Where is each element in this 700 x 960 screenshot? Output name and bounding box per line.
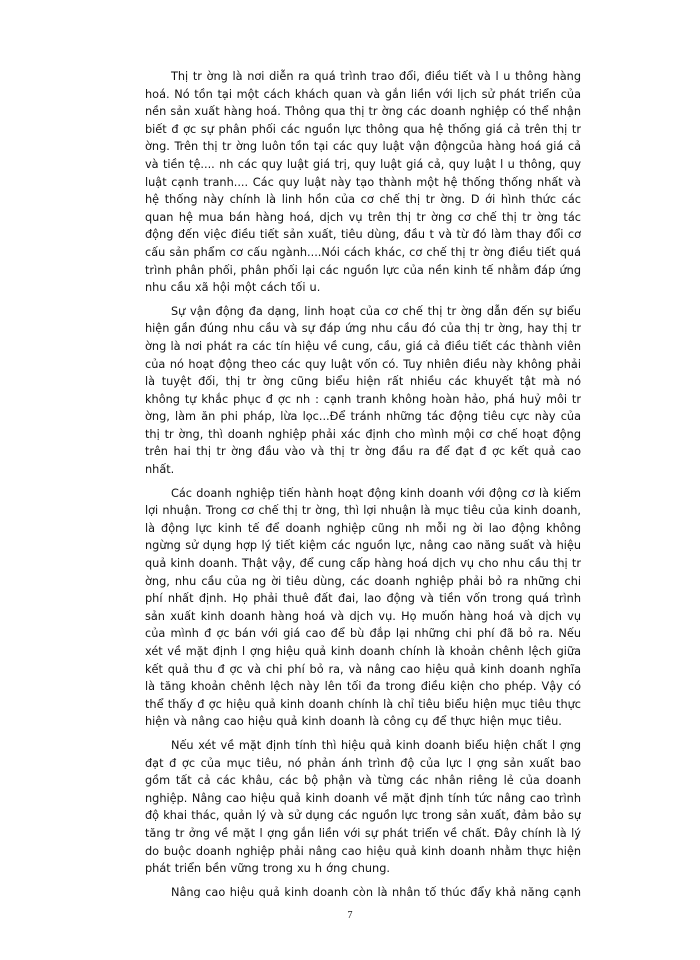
paragraph-1: Thị tr ờng là nơi diễn ra quá trình trao đổi, điều tiết và l u thông hàng hoá. Nó tồn tại một cách khách quan và gắn liền với lịch sử phát triển của nền sản xuất hàng hoá. Thông qua thị tr ờng các doanh nghiệp có thể nhận biết đ ợc sự phân phối các nguồn lực thông qua hệ thống giá cả trên thị tr ờng. Trên thị tr ờng luôn tồn tại các quy luật vận độngcủa hàng hoá giá cả và tiền tệ.... nh các quy luật giá trị, quy luật giá cả, quy luật l u thông, quy luật cạnh tranh.... Các quy luật này tạo thành một hệ thống thống nhất và hệ thống này chính là linh hồn của cơ chế thị tr ờng. D ới hình thức các quan hệ mua bán hàng hoá, dịch vụ trên thị tr ờng cơ chế thị tr ờng tác động đến việc điều tiết sản xuất, tiêu dùng, đầu t và từ đó làm thay đổi cơ cấu sản phẩm cơ cấu ngành....Nói cách khác, cơ chế thị tr ờng điều tiết quá trình phân phối, phân phối lại các nguồn lực của nền kinh tế nhằm đáp ứng nhu cầu xã hội một cách tối u.: [145, 70, 581, 295]
paragraph-3: Các doanh nghiệp tiến hành hoạt động kinh doanh với động cơ là kiếm lợi nhuận. Trong cơ chế thị tr ờng, thì lợi nhuận là mục tiêu của kinh doanh, là động lực kinh tế để doanh nghiệp cũng nh mỗi ng ời lao động không ngừng sử dụng hợp lý tiết kiệm các nguồn lực, nâng cao năng suất và hiệu quả kinh doanh. Thật vậy, để cung cấp hàng hoá dịch vụ cho nhu cầu thị tr ờng, nhu cầu của ng ời tiêu dùng, các doanh nghiệp phải bỏ ra những chi phí nhất định. Họ phải thuê đất đai, lao động và tiền vốn trong quá trình sản xuất kinh doanh hàng hoá và dịch vụ. Họ muốn hàng hoá và dịch vụ của mình đ ợc bán với giá cao để bù đắp lại những chi phí đã bỏ ra. Nếu xét về mặt định l ợng hiệu quả kinh doanh chính là khoản chênh lệch giữa kết quả thu đ ợc và chi phí bỏ ra, và nâng cao hiệu quả kinh doanh nghĩa là tăng khoản chênh lệch này lên tối đa trong điều kiện cho phép. Vậy có thể thấy đ ợc hiệu quả kinh doanh chính là chỉ tiêu biểu hiện mục tiêu thực hiện và nâng cao hiệu quả kinh doanh là công cụ để thực hiện mục tiêu.: [145, 486, 581, 729]
page-number: 7: [347, 910, 353, 921]
page-body: [145, 68, 581, 898]
paragraph-5: Nâng cao hiệu quả kinh doanh còn là nhân tố thúc đẩy khả năng cạnh: [171, 885, 581, 898]
paragraph-2: Sự vận động đa dạng, linh hoạt của cơ chế thị tr ờng dẫn đến sự biểu hiện gần đúng nhu cầu và sự đáp ứng nhu cầu đó của thị tr ờng, hay thị tr ờng là nơi phát ra các tín hiệu về cung, cầu, giá cả điều tiết các thành viên của nó hoạt động theo các quy luật vốn có. Tuy nhiên điều này không phải là tuyệt đối, thị tr ờng cũng biểu hiện rất nhiều các khuyết tật mà nó không tự khắc phục đ ợc nh : cạnh tranh không hoàn hảo, phá huỷ môi tr ờng, làm ăn phi pháp, lừa lọc...Để tránh những tác động tiêu cực này của thị tr ờng, thì doanh nghiệp phải xác định cho mình mội cơ chế hoạt động trên hai thị tr ờng đầu vào và thị tr ờng đầu ra để đạt đ ợc kết quả cao nhất.: [145, 304, 581, 477]
paragraph-4: Nếu xét về mặt định tính thì hiệu quả kinh doanh biểu hiện chất l ợng đạt đ ợc của mục tiêu, nó phản ánh trình độ của lực l ợng sản xuất bao gồm tất cả các khâu, các bộ phận và từng các nhân riêng lẻ của doanh nghiệp. Nâng cao hiệu quả kinh doanh về mặt định tính tức nâng cao trình độ khai thác, quản lý và sử dụng các nguồn lực trong sản xuất, đảm bảo sự tăng tr ởng về mặt l ợng gắn liền với sự phát triển về chất. Đây chính là lý do buộc doanh nghiệp phải nâng cao hiệu quả kinh doanh nhằm thực hiện phát triển bền vững trong xu h ớng chung.: [145, 738, 581, 876]
